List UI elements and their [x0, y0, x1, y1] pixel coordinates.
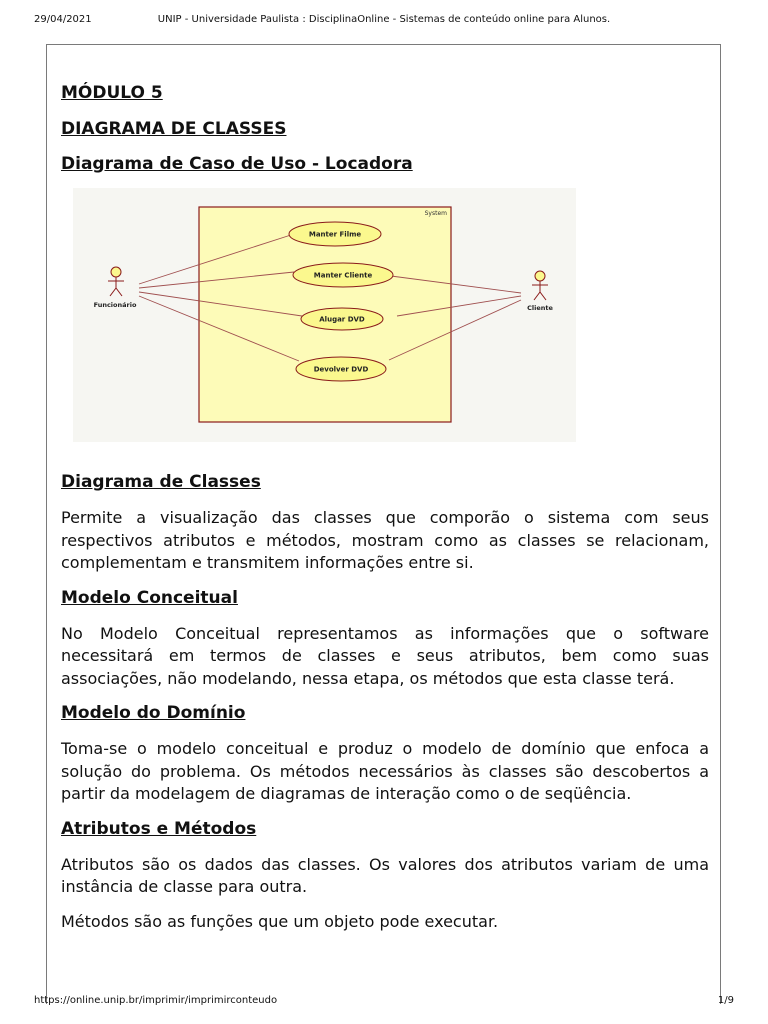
heading-modelo-do-dominio: Modelo do Domínio — [61, 703, 246, 723]
use-case-label: Manter Cliente — [313, 271, 373, 280]
paragraph-atributos: Atributos são os dados das classes. Os valores dos atributos variam de uma instância de classe para outra. — [61, 854, 709, 896]
use-case-label: Devolver DVD — [313, 365, 369, 374]
print-footer-url: https://online.unip.br/imprimir/imprimirconteudo — [34, 995, 278, 1006]
system-label: System — [424, 210, 447, 217]
paragraph-modelo-conceitual: No Modelo Conceitual representamos as informações que o software necessitará em termos de classes e seus atributos, bem como suas associações, não modelando, nessa etapa, os métodos que esta classe terá. — [61, 623, 709, 688]
use-case-label: Alugar DVD — [319, 315, 365, 324]
print-page-number: 1/9 — [717, 995, 734, 1006]
use-case-manter-cliente — [293, 263, 393, 287]
actor-funcionario-label: Funcionário — [93, 301, 137, 309]
paragraph-diagrama-de-classes: Permite a visualização das classes que comporão o sistema com seus respectivos atributos e métodos, mostram como as classes se relacionam, complementam e transmitem informações entre si. — [61, 508, 709, 572]
paragraph-modelo-do-dominio: Toma-se o modelo conceitual e produz o modelo de domínio que enfoca a solução do problema. Os métodos necessários às classes são descobertos a partir da modelagem de diagramas de interação como o de seqüência. — [61, 739, 709, 803]
module-heading: MÓDULO 5 — [61, 83, 163, 103]
use-case-alugar-dvd — [301, 308, 383, 330]
use-case-diagram — [73, 188, 576, 442]
heading-modelo-conceitual: Modelo Conceitual — [61, 587, 238, 608]
paragraph-metodos: Métodos são as funções que um objeto pode executar. — [61, 911, 499, 931]
use-case-label: Manter Filme — [308, 230, 362, 239]
use-case-devolver-dvd — [296, 357, 386, 381]
print-header-title: UNIP - Universidade Paulista : DisciplinaOnline - Sistemas de conteúdo online para Alunos. — [157, 14, 611, 25]
heading-atributos-e-metodos: Atributos e Métodos — [61, 818, 257, 839]
usecase-heading: Diagrama de Caso de Uso - Locadora — [61, 154, 413, 174]
actor-cliente-label: Cliente — [527, 304, 553, 312]
print-date: 29/04/2021 — [34, 14, 92, 25]
section-title: DIAGRAMA DE CLASSES — [61, 119, 287, 139]
use-case-manter-filme — [289, 222, 381, 246]
heading-diagrama-de-classes: Diagrama de Classes — [61, 472, 261, 492]
